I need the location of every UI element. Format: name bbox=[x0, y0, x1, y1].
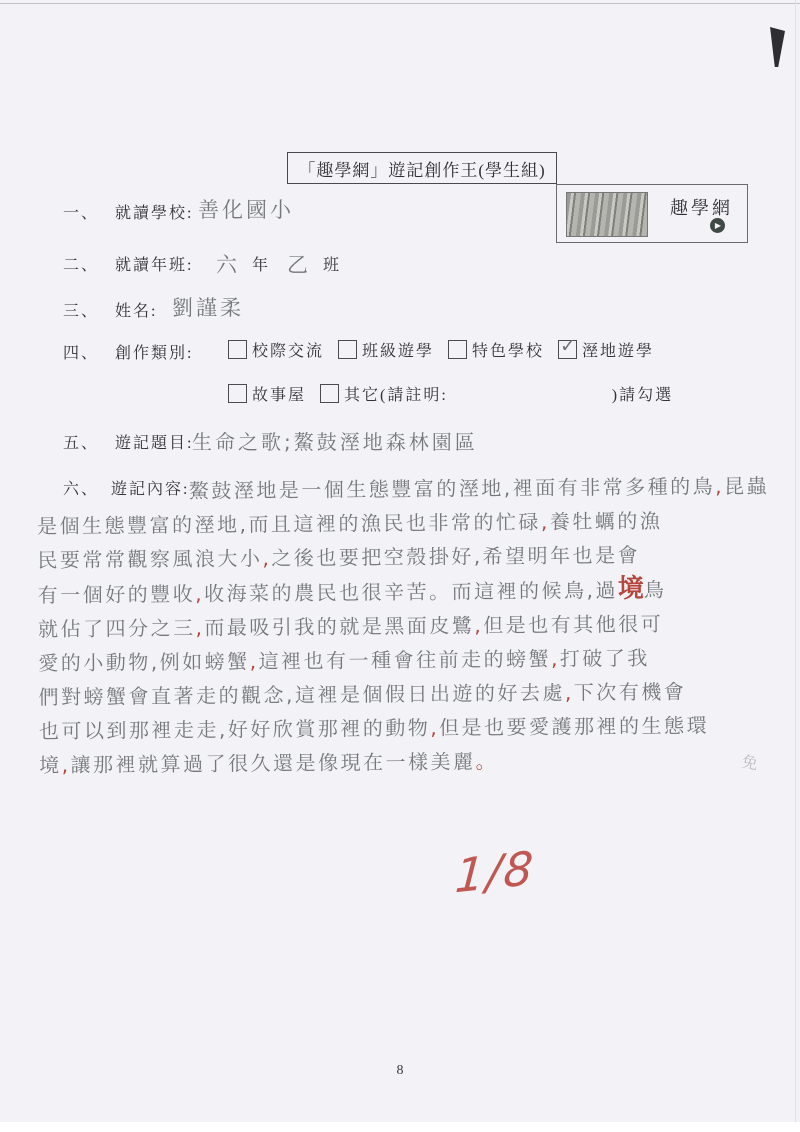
essay-handwritten-content bbox=[37, 469, 775, 782]
handwriting-segment: 這裡也有一種會往前走的螃蟹 bbox=[258, 646, 552, 674]
field-class-unit: 班 bbox=[323, 257, 342, 274]
handwriting-segment: 就佔了四分之三 bbox=[37, 615, 196, 642]
essay-line bbox=[37, 503, 772, 543]
handwriting-segment: 昆蟲 bbox=[723, 473, 770, 499]
category-option bbox=[558, 335, 655, 361]
category-option bbox=[228, 338, 324, 361]
site-logo-box bbox=[556, 184, 748, 243]
essay-line bbox=[39, 742, 774, 782]
field-school-value: 善化國小 bbox=[198, 198, 294, 222]
handwriting-segment: 收海菜的農民也很辛苦。而這裡的候鳥,過 bbox=[203, 578, 619, 606]
logo-photo-thumbnail bbox=[566, 192, 648, 237]
scan-right-edge-line bbox=[795, 0, 796, 1122]
checkmark-icon: ✓ bbox=[560, 335, 576, 357]
teacher-correction-segment: , bbox=[715, 474, 725, 499]
essay-line bbox=[38, 606, 773, 646]
field-category-label: 創作類別: bbox=[115, 345, 194, 362]
category-options-row2 bbox=[228, 382, 673, 405]
checkbox-unchecked bbox=[338, 340, 357, 359]
checkbox-unchecked bbox=[448, 340, 467, 359]
teacher-correction-segment: 境 bbox=[617, 573, 645, 605]
category-option-label: 班級遊學 bbox=[362, 343, 435, 360]
category-option-label: 故事屋 bbox=[252, 387, 307, 404]
category-option bbox=[320, 382, 448, 405]
handwriting-segment: 們對螃蟹會直著走的觀念,這裡是個假日出遊的好去處 bbox=[38, 680, 566, 710]
handwriting-segment: 鳥 bbox=[643, 577, 667, 602]
field-topic-value: 生命之歌;鰲鼓溼地森林園區 bbox=[192, 430, 478, 454]
field-name-value: 劉謹柔 bbox=[172, 296, 244, 320]
teacher-correction-segment: , bbox=[540, 509, 550, 534]
category-row2-suffix: )請勾選 bbox=[611, 387, 674, 404]
site-name: 趣學網 bbox=[670, 198, 733, 218]
handwriting-segment: 下次有機會 bbox=[573, 679, 687, 705]
teacher-correction-segment: , bbox=[474, 613, 484, 638]
category-option-label: 特色學校 bbox=[472, 343, 545, 360]
handwriting-segment: 但是也有其他很可 bbox=[483, 611, 664, 638]
teacher-correction-segment: , bbox=[61, 752, 71, 778]
field-class-value: 乙 bbox=[287, 253, 311, 277]
field-content-label: 遊記內容: bbox=[111, 481, 190, 498]
handwriting-segment: 鰲鼓溼地是一個生態豐富的溼地,裡面有非常多種的鳥 bbox=[188, 474, 716, 503]
field-category-number: 四、 bbox=[63, 345, 100, 362]
field-grade-label: 就讀年班: bbox=[115, 257, 194, 274]
scan-top-edge-line bbox=[0, 3, 800, 4]
handwriting-segment: 但是也要愛護那裡的生態環 bbox=[439, 713, 710, 740]
handwriting-segment: 之後也要把空殼掛好,希望明年也是會 bbox=[271, 542, 641, 571]
field-grade-unit-year: 年 bbox=[252, 257, 271, 274]
field-content-number: 六、 bbox=[63, 481, 100, 498]
field-grade-value: 六 bbox=[216, 253, 240, 277]
checkbox-unchecked bbox=[228, 384, 247, 403]
form-title-box bbox=[287, 152, 557, 184]
essay-line bbox=[39, 708, 774, 748]
teacher-correction-segment: , bbox=[262, 546, 272, 571]
handwriting-segment: 讓那裡就算過了很久還是像現在一樣美麗 bbox=[70, 749, 476, 777]
teacher-correction-segment: , bbox=[430, 715, 440, 740]
teacher-correction-segment: , bbox=[195, 581, 205, 606]
teacher-score-mark: 1/8 bbox=[453, 840, 537, 904]
checkbox-unchecked bbox=[320, 384, 339, 403]
erased-ghost-mark: 免 bbox=[740, 751, 760, 774]
field-topic-number: 五、 bbox=[63, 435, 100, 452]
handwriting-segment: 是個生態豐富的溼地,而且這裡的漁民也非常的忙碌 bbox=[37, 509, 542, 539]
field-grade-number: 二、 bbox=[63, 257, 100, 274]
category-option bbox=[448, 338, 544, 361]
category-option-label: 其它(請註明: bbox=[344, 387, 448, 404]
field-school-label: 就讀學校: bbox=[115, 205, 194, 222]
teacher-correction-segment: , bbox=[564, 680, 574, 705]
category-option bbox=[338, 338, 434, 361]
field-name-number: 三、 bbox=[63, 303, 100, 320]
teacher-correction-segment: , bbox=[550, 646, 560, 671]
checkbox-unchecked bbox=[228, 340, 247, 359]
play-icon: ▶ bbox=[710, 218, 725, 233]
category-option-label: 校際交流 bbox=[252, 343, 325, 360]
handwriting-segment: 也可以到那裡走走,好好欣賞那裡的動物 bbox=[38, 715, 431, 744]
category-option bbox=[228, 382, 306, 405]
field-school-number: 一、 bbox=[63, 205, 100, 222]
teacher-correction-segment: , bbox=[249, 649, 259, 674]
category-option-label: 溼地遊學 bbox=[582, 343, 655, 360]
field-topic-label: 遊記題目: bbox=[115, 435, 194, 452]
form-title: 「趣學網」遊記創作王(學生組) bbox=[298, 160, 546, 180]
checkbox-checked bbox=[558, 335, 577, 359]
handwriting-segment: 有一個好的豐收 bbox=[37, 581, 196, 608]
handwriting-segment: 民要常常觀察風浪大小 bbox=[37, 546, 263, 573]
category-options-row1 bbox=[228, 335, 668, 361]
field-name-label: 姓名: bbox=[115, 303, 158, 320]
teacher-correction-segment: , bbox=[195, 615, 205, 640]
handwriting-segment: 愛的小動物,例如螃蟹 bbox=[38, 649, 250, 676]
handwriting-segment: 境 bbox=[39, 753, 62, 778]
handwriting-segment: 養牡蠣的漁 bbox=[549, 508, 663, 534]
page-number: 8 bbox=[396, 1063, 404, 1078]
handwriting-segment: 打破了我 bbox=[559, 645, 650, 671]
teacher-correction-segment: 。 bbox=[475, 749, 499, 774]
handwriting-segment: 而最吸引我的就是黑面皮鷺 bbox=[204, 613, 475, 640]
